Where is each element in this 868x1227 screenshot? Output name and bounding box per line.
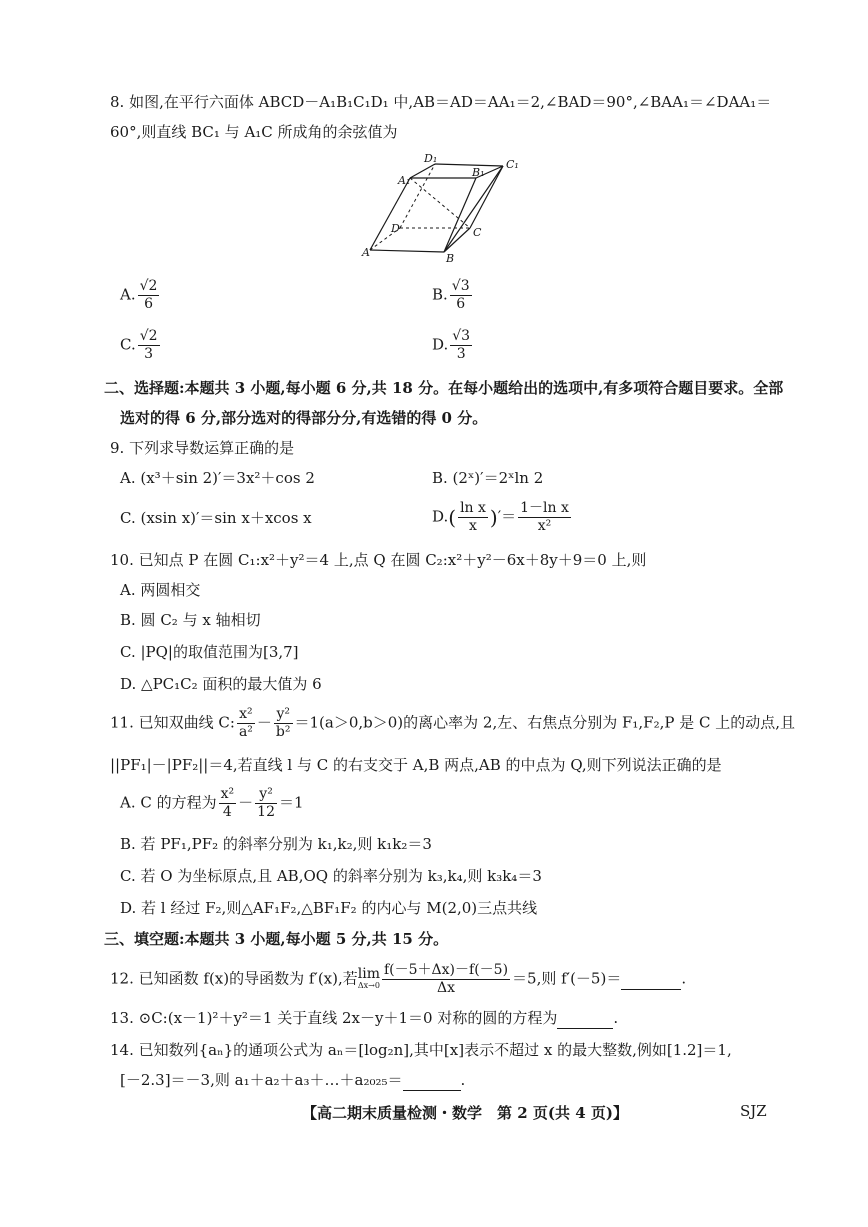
q11-option-c[interactable]: C. 若 O 为坐标原点,且 AB,OQ 的斜率分别为 k₃,k₄,则 k₃k₄＝3 bbox=[120, 867, 542, 885]
label-a: A bbox=[362, 246, 370, 259]
q8-option-b[interactable]: B. $\frac{√3}{6}$ bbox=[432, 278, 470, 312]
q9-option-d[interactable]: D.( $\frac{\text{ln x}}{x}$ )′＝ $\frac{\text{1－ln x}}{\text{x²}}$ bbox=[432, 500, 569, 534]
label-c1: C₁ bbox=[506, 158, 519, 171]
q11-stem-line1: 11. 已知双曲线 C: $\frac{\text{x²}}{\text{a²}}$ － $\frac{\text{y²}}{\text{b²}}$ ＝1(a＞0,b＞0)的离心率为 2,左、右焦点分别为 F₁,F₂,P 是 C 上的动点,且 bbox=[110, 706, 796, 740]
q11-stem-line2: ||PF₁|－|PF₂||＝4,若直线 l 与 C 的右支交于 A,B 两点,AB 的中点为 Q,则下列说法正确的是 bbox=[110, 756, 722, 774]
label-a1: A₁ bbox=[398, 174, 411, 187]
exam-code: SJZ bbox=[740, 1102, 767, 1120]
q9-option-c[interactable]: C. (xsin x)′＝sin x＋xcos x bbox=[120, 509, 312, 527]
q13-stem: 13. ⊙C:(x－1)²＋y²＝1 关于直线 2x－y＋1＝0 对称的圆的方程为 . bbox=[110, 1009, 619, 1027]
section3-header: 三、填空题:本题共 3 小题,每小题 5 分,共 15 分。 bbox=[104, 930, 449, 948]
page-footer: 【高二期末质量检测・数学 第 2 页(共 4 页)】 bbox=[302, 1104, 628, 1122]
q9-option-b[interactable]: B. (2ˣ)′＝2ˣln 2 bbox=[432, 469, 544, 487]
label-b: B bbox=[446, 252, 455, 264]
q10-option-a[interactable]: A. 两圆相交 bbox=[120, 581, 201, 599]
q9-option-a[interactable]: A. (x³＋sin 2)′＝3x²＋cos 2 bbox=[120, 469, 315, 487]
section2-header-line1: 二、选择题:本题共 3 小题,每小题 6 分,共 18 分。在每小题给出的选项中,有多项符合题目要求。全部 bbox=[104, 379, 784, 397]
q10-option-c[interactable]: C. |PQ|的取值范围为[3,7] bbox=[120, 643, 299, 661]
q11-option-a[interactable]: A. C 的方程为 $\frac{\text{x²}}{4}$ － $\frac{\text{y²}}{12}$ ＝1 bbox=[120, 786, 304, 820]
section2-header-line2: 选对的得 6 分,部分选对的得部分分,有选错的得 0 分。 bbox=[120, 409, 488, 427]
q8-option-d[interactable]: D. $\frac{√3}{3}$ bbox=[432, 328, 471, 362]
parallelepiped-figure bbox=[360, 146, 520, 264]
q12-stem: 12. 已知函数 f(x)的导函数为 f′(x),若 lim Δx→0 $\frac{f(-5+\Delta x)-f(-5)}{\Delta x}$ ＝5,则 f′(－5)＝ . bbox=[110, 962, 687, 996]
label-b1: B₁ bbox=[472, 166, 485, 179]
q8-stem-line1: 8. 如图,在平行六面体 ABCD－A₁B₁C₁D₁ 中,AB＝AD＝AA₁＝2,∠BAD＝90°,∠BAA₁＝∠DAA₁＝ bbox=[110, 93, 772, 111]
label-c: C bbox=[473, 226, 482, 239]
label-d1: D₁ bbox=[424, 152, 438, 165]
q14-answer-blank[interactable] bbox=[403, 1070, 461, 1091]
q13-answer-blank[interactable] bbox=[557, 1008, 613, 1029]
q9-stem: 9. 下列求导数运算正确的是 bbox=[110, 439, 295, 457]
q8-stem-line2: 60°,则直线 BC₁ 与 A₁C 所成角的余弦值为 bbox=[110, 123, 398, 141]
q10-option-b[interactable]: B. 圆 C₂ 与 x 轴相切 bbox=[120, 611, 261, 629]
q11-option-d[interactable]: D. 若 l 经过 F₂,则△AF₁F₂,△BF₁F₂ 的内心与 M(2,0)三点共线 bbox=[120, 899, 538, 917]
q8-option-a[interactable]: A. $\frac{√2}{6}$ bbox=[120, 278, 158, 312]
q14-stem-line2: [－2.3]＝－3,则 a₁＋a₂＋a₃＋…＋a₂₀₂₅＝ . bbox=[120, 1071, 466, 1089]
q14-stem-line1: 14. 已知数列{aₙ}的通项公式为 aₙ＝[log₂n],其中[x]表示不超过 x 的最大整数,例如[1.2]＝1, bbox=[110, 1041, 732, 1059]
q8-option-c[interactable]: C. $\frac{√2}{3}$ bbox=[120, 328, 158, 362]
q10-option-d[interactable]: D. △PC₁C₂ 面积的最大值为 6 bbox=[120, 675, 322, 693]
q10-stem: 10. 已知点 P 在圆 C₁:x²＋y²＝4 上,点 Q 在圆 C₂:x²＋y²－6x＋8y＋9＝0 上,则 bbox=[110, 551, 647, 569]
label-d: D bbox=[391, 222, 400, 235]
q12-answer-blank[interactable] bbox=[621, 969, 681, 990]
q11-option-b[interactable]: B. 若 PF₁,PF₂ 的斜率分别为 k₁,k₂,则 k₁k₂＝3 bbox=[120, 835, 432, 853]
